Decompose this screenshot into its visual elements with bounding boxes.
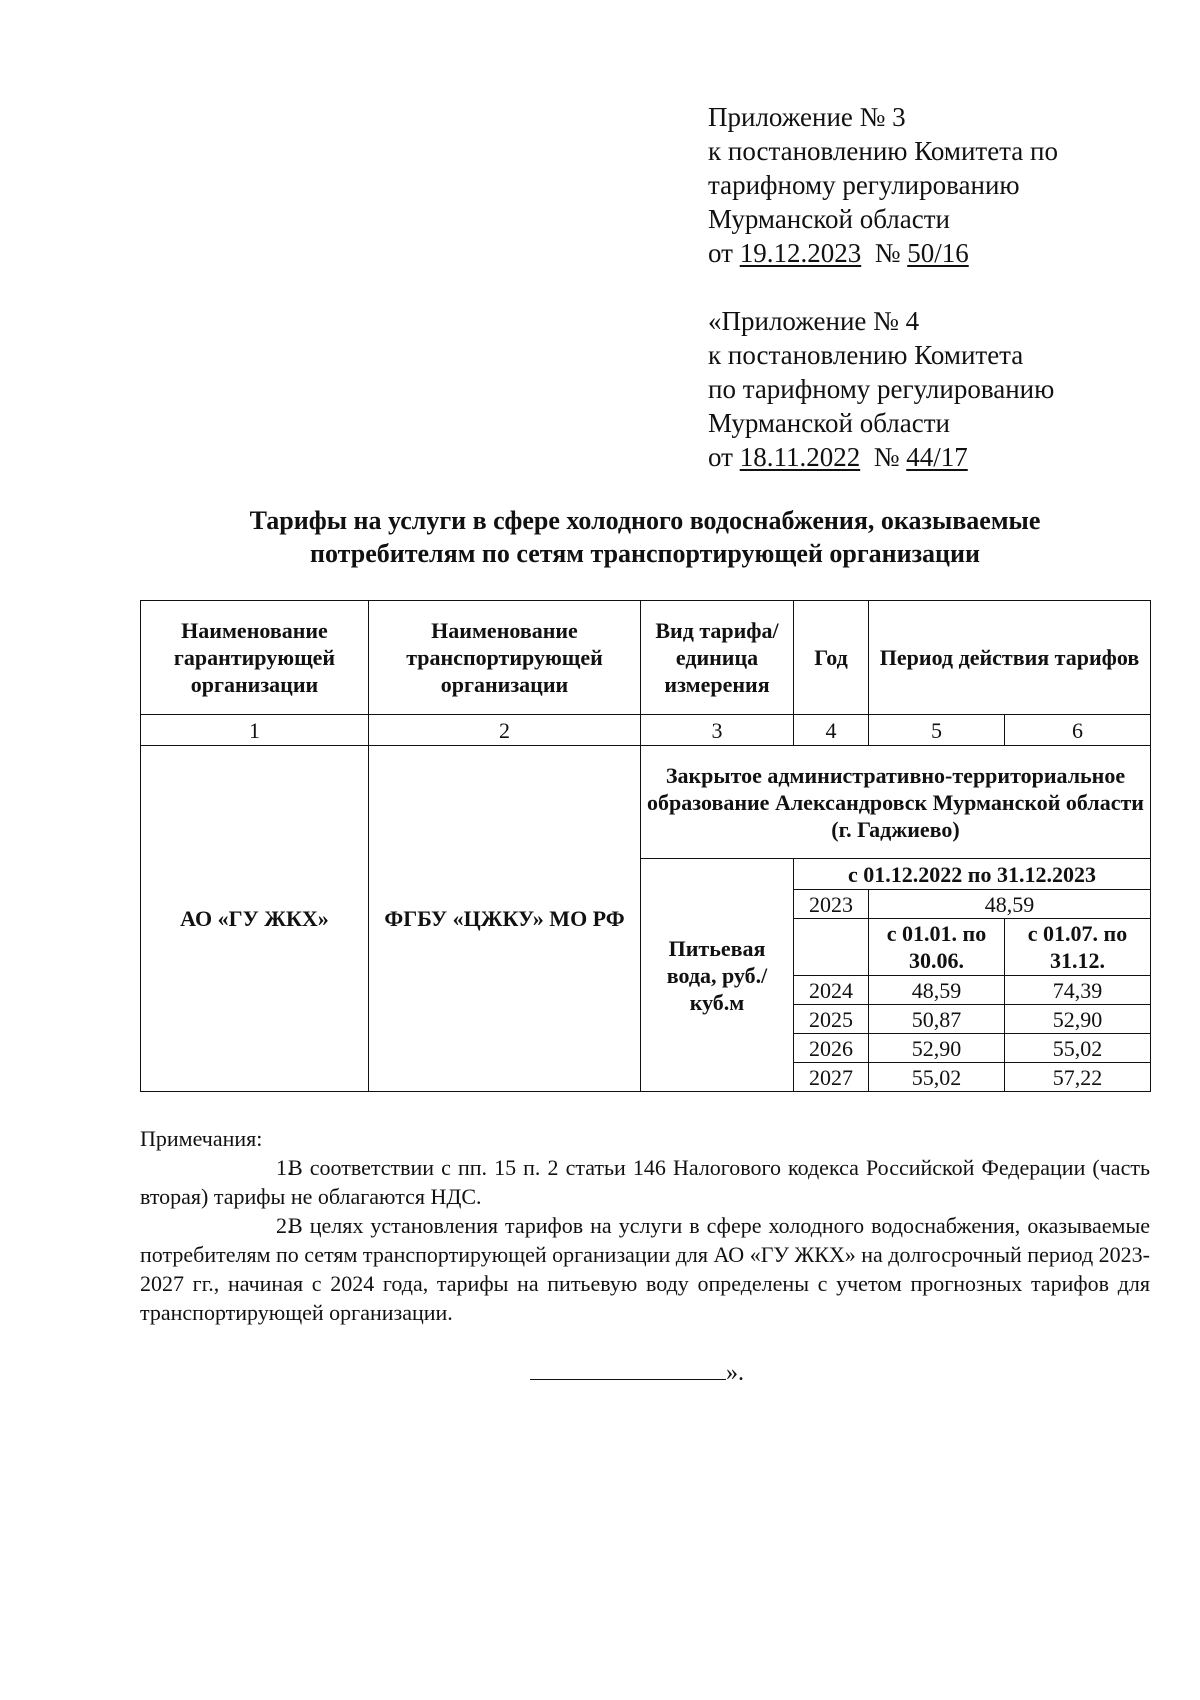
appendix-4-line-2: к постановлению Комитета [708,340,1024,370]
column-number: 6 [1005,715,1151,746]
header-guaranteeing-org: Наименование гарантирующей организации [141,601,369,715]
note-item [140,1211,1150,1327]
column-number: 1 [141,715,369,746]
first-half-value: 48,59 [869,976,1005,1005]
appendix-3-line-2: к постановлению Комитета по [708,136,1058,166]
year-cell: 2026 [794,1034,869,1063]
closing-mark [530,1360,744,1387]
notes-section [140,1124,1150,1327]
appendix-3-date-line [708,236,1058,270]
document-title [140,504,1150,570]
header-tariff-type: Вид тарифа/ единица измерения [641,601,794,715]
column-number-row [141,715,1151,746]
note-number: 1. [276,1155,293,1180]
appendix-3-date: 19.12.2023 [739,238,862,268]
transporting-org-cell: ФГБУ «ЦЖКУ» МО РФ [369,746,641,1092]
first-half-value: 50,87 [869,1005,1005,1034]
appendix-3-line-4: Мурманской области [708,204,950,234]
title-line-1: Тарифы на услуги в сфере холодного водоснабжения, оказываемые [249,506,1041,535]
column-number: 4 [794,715,869,746]
year-cell: 2025 [794,1005,869,1034]
header-transporting-org: Наименование транспортирующей организации [369,601,641,715]
closing-quote: ». [726,1360,744,1386]
second-half-value: 74,39 [1005,976,1151,1005]
appendix-4-line-4: Мурманской области [708,408,950,438]
year-cell: 2024 [794,976,869,1005]
tariff-value-cell: 48,59 [869,890,1151,919]
appendix-3-number: 50/16 [907,238,969,268]
note-number: 2. [276,1213,293,1238]
appendix-4-date: 18.11.2022 [739,442,861,472]
appendix-4-header [708,304,1054,474]
table-header-row [141,601,1151,715]
first-half-value: 52,90 [869,1034,1005,1063]
note-text: В соответствии с пп. 15 п. 2 статьи 146 Налогового кодекса Российской Федерации (часть вторая) тарифы не облагаются НДС. [140,1155,1150,1209]
title-line-2: потребителям по сетям транспортирующей организации [310,539,980,568]
tariff-name-cell: Питьевая вода, руб./куб.м [641,859,794,1092]
closing-line [530,1379,726,1380]
year-cell: 2027 [794,1063,869,1092]
appendix-3-line-1: Приложение № 3 [708,102,906,132]
header-period: Период действия тарифов [869,601,1151,715]
appendix-4-number: 44/17 [906,442,968,472]
second-half-value: 57,22 [1005,1063,1151,1092]
appendix-4-line-1: «Приложение № 4 [708,306,920,336]
notes-heading: Примечания: [140,1126,263,1151]
empty-year-cell [794,919,869,976]
date-prefix: от [708,238,740,268]
validity-period-cell: с 01.12.2022 по 31.12.2023 [794,859,1151,890]
number-prefix: № [874,238,908,268]
second-half-header: с 01.07. по 31.12. [1005,919,1151,976]
note-text: В целях установления тарифов на услуги в сфере холодного водоснабжения, оказываемые потребителям по сетям транспортирующей организации для АО «ГУ ЖКХ» на долгосрочный период 2023-2027 гг., начиная с 2024 года, тарифы на питьевую воду определены с учетом прогнозных тарифов для транспортирующей организации. [140,1213,1150,1325]
number-prefix: № [873,442,907,472]
appendix-4-line-3: по тарифному регулированию [708,374,1055,404]
guaranteeing-org-cell: АО «ГУ ЖКХ» [141,746,369,1092]
tariffs-table [140,600,1151,1092]
first-half-value: 55,02 [869,1063,1005,1092]
column-number: 2 [369,715,641,746]
column-number: 3 [641,715,794,746]
second-half-value: 52,90 [1005,1005,1151,1034]
appendix-3-header [708,100,1058,270]
note-item [140,1153,1150,1211]
territory-row [141,746,1151,859]
column-number: 5 [869,715,1005,746]
appendix-4-date-line [708,440,1054,474]
territory-cell: Закрытое административно-территориальное образование Александровск Мурманской области (г. Гаджиево) [641,746,1151,859]
second-half-value: 55,02 [1005,1034,1151,1063]
header-year: Год [794,601,869,715]
year-cell: 2023 [794,890,869,919]
appendix-3-line-3: тарифному регулированию [708,170,1020,200]
date-prefix: от [708,442,740,472]
first-half-header: с 01.01. по 30.06. [869,919,1005,976]
